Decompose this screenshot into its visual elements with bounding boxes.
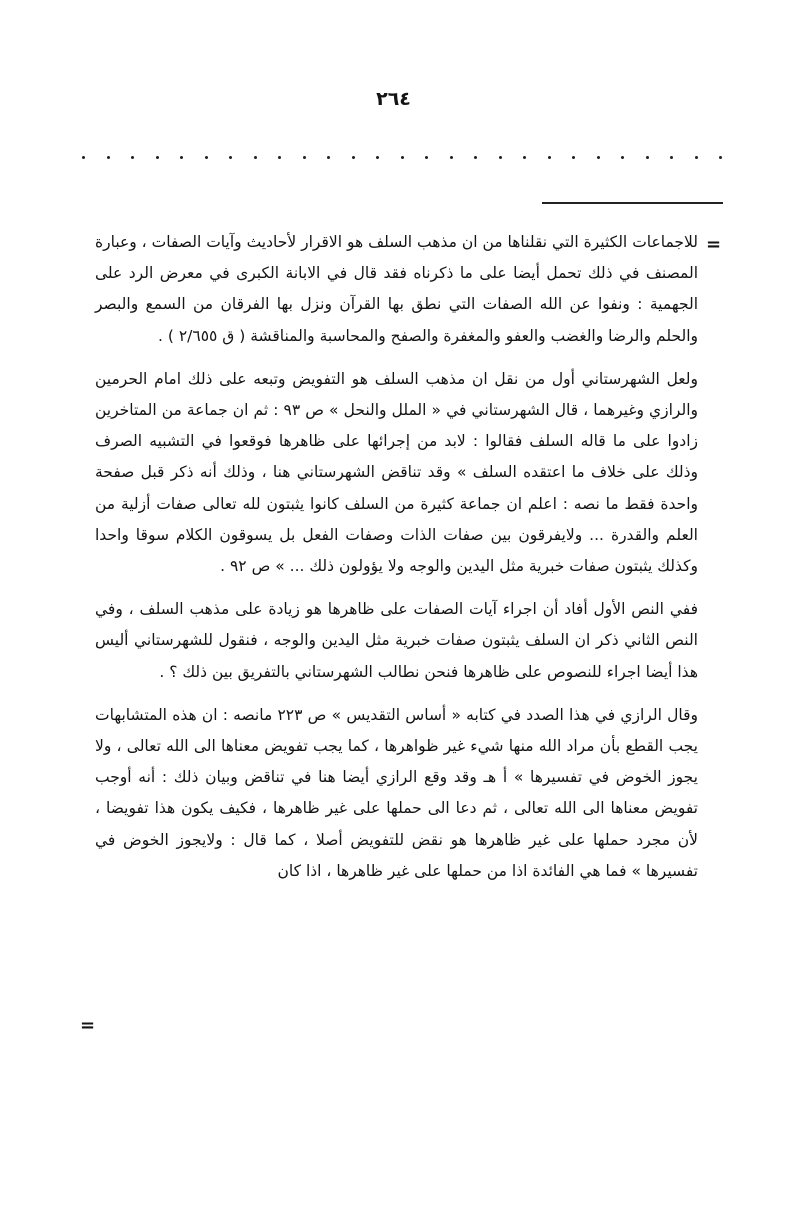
separator-dot (523, 156, 526, 159)
separator-dot (474, 156, 477, 159)
separator-dot (254, 156, 257, 159)
separator-dot (327, 156, 330, 159)
separator-dot (572, 156, 575, 159)
dotted-separator (82, 152, 722, 162)
paragraph: ولعل الشهرستاني أول من نقل ان مذهب السلف هو التفويض وتبعه على ذلك امام الحرمين والرازي وغيرهما ، قال الشهرستاني في « الملل والنحل » ص ٩٣ : ثم ان جماعة من المتاخرين زادوا على ما قاله السلف فقالوا : لابد من إجرائها على ظاهرها فوقعوا في التشبيه الصرف وذلك على خلاف ما اعتقده السلف » وقد تناقض الشهرستاني هنا ، وذلك أنه ذكر قبل صفحة واحدة فقط ما نصه : اعلم ان جماعة كثيرة من السلف كانوا يثبتون لله تعالى صفات أزلية من العلم والقدرة ... ولايفرقون بين صفات الذات وصفات الفعل بل يسوقون الكلام سوقا واحدا وكذلك يثبتون صفات خبرية مثل اليدين والوجه ولا يؤولون ذلك ... » ص ٩٢ . (95, 369, 698, 576)
paragraph: للاجماعات الكثيرة التي نقلناها من ان مذهب السلف هو الاقرار لأحاديث وآيات الصفات ، وعبارة المصنف في ذلك تحمل أيضا على ما ذكرناه فقد قال في الابانة الكبرى في معرض الرد على الجهمية : ونفوا عن الله الصفات التي نطق بها القرآن ونزل بها الفرقان من السمع والبصر والحلم والرضا والغضب والعفو والمغفرة والصفح والمحاسبة والمناقشة ( ق ٢/٦٥٥ ) . (95, 233, 698, 345)
footnote-body (95, 227, 698, 887)
separator-dot (499, 156, 502, 159)
paragraph: وقال الرازي في هذا الصدد في كتابه « أساس التقديس » ص ٢٢٣ مانصه : ان هذه المتشابهات يجب القطع بأن مراد الله منها شيء غير ظواهرها ، كما يجب تفويض معناها الى الله تعالى ، ولا يجوز الخوض في تفسيرها » أ هـ وقد وقع الرازي أيضا هنا في تناقض وبيان ذلك : أنه أوجب تفويض معناها الى الله تعالى ، ثم دعا الى حملها على غير ظاهرها ، فكيف يكون هذا تفويضا ، لأن مجرد حملها على غير ظاهرها هو نقض للتفويض أصلا ، كما قال : ولايجوز الخوض في تفسيرها » فما هي الفائدة اذا من حملها على غير ظاهرها ، اذا كان (95, 705, 698, 880)
separator-dot (621, 156, 624, 159)
separator-dot (229, 156, 232, 159)
end-continuation-mark: = (80, 1015, 96, 1036)
continuation-mark: = (706, 234, 722, 255)
separator-dot (107, 156, 110, 159)
footnote-rule (542, 202, 723, 204)
separator-dot (548, 156, 551, 159)
separator-dot (131, 156, 134, 159)
separator-dot (695, 156, 698, 159)
paragraph: ففي النص الأول أفاد أن اجراء آيات الصفات على ظاهرها هو زيادة على مذهب السلف ، وفي النص الثاني ذكر ان السلف يثبتون صفات خبرية مثل اليدين والوجه ، فنقول للشهرستاني أليس هذا أيضا اجراء للنصوص على ظاهرها فنحن نطالب الشهرستاني بالتفريق بين ذلك ؟ . (95, 600, 698, 681)
separator-dot (401, 156, 404, 159)
separator-dot (425, 156, 428, 159)
separator-dot (719, 156, 722, 159)
separator-dot (376, 156, 379, 159)
page-number: ٢٦٤ (376, 88, 411, 110)
separator-dot (278, 156, 281, 159)
separator-dot (205, 156, 208, 159)
separator-dot (646, 156, 649, 159)
separator-dot (156, 156, 159, 159)
separator-dot (450, 156, 453, 159)
separator-dot (180, 156, 183, 159)
separator-dot (303, 156, 306, 159)
separator-dot (597, 156, 600, 159)
separator-dot (352, 156, 355, 159)
separator-dot (82, 156, 85, 159)
separator-dot (670, 156, 673, 159)
